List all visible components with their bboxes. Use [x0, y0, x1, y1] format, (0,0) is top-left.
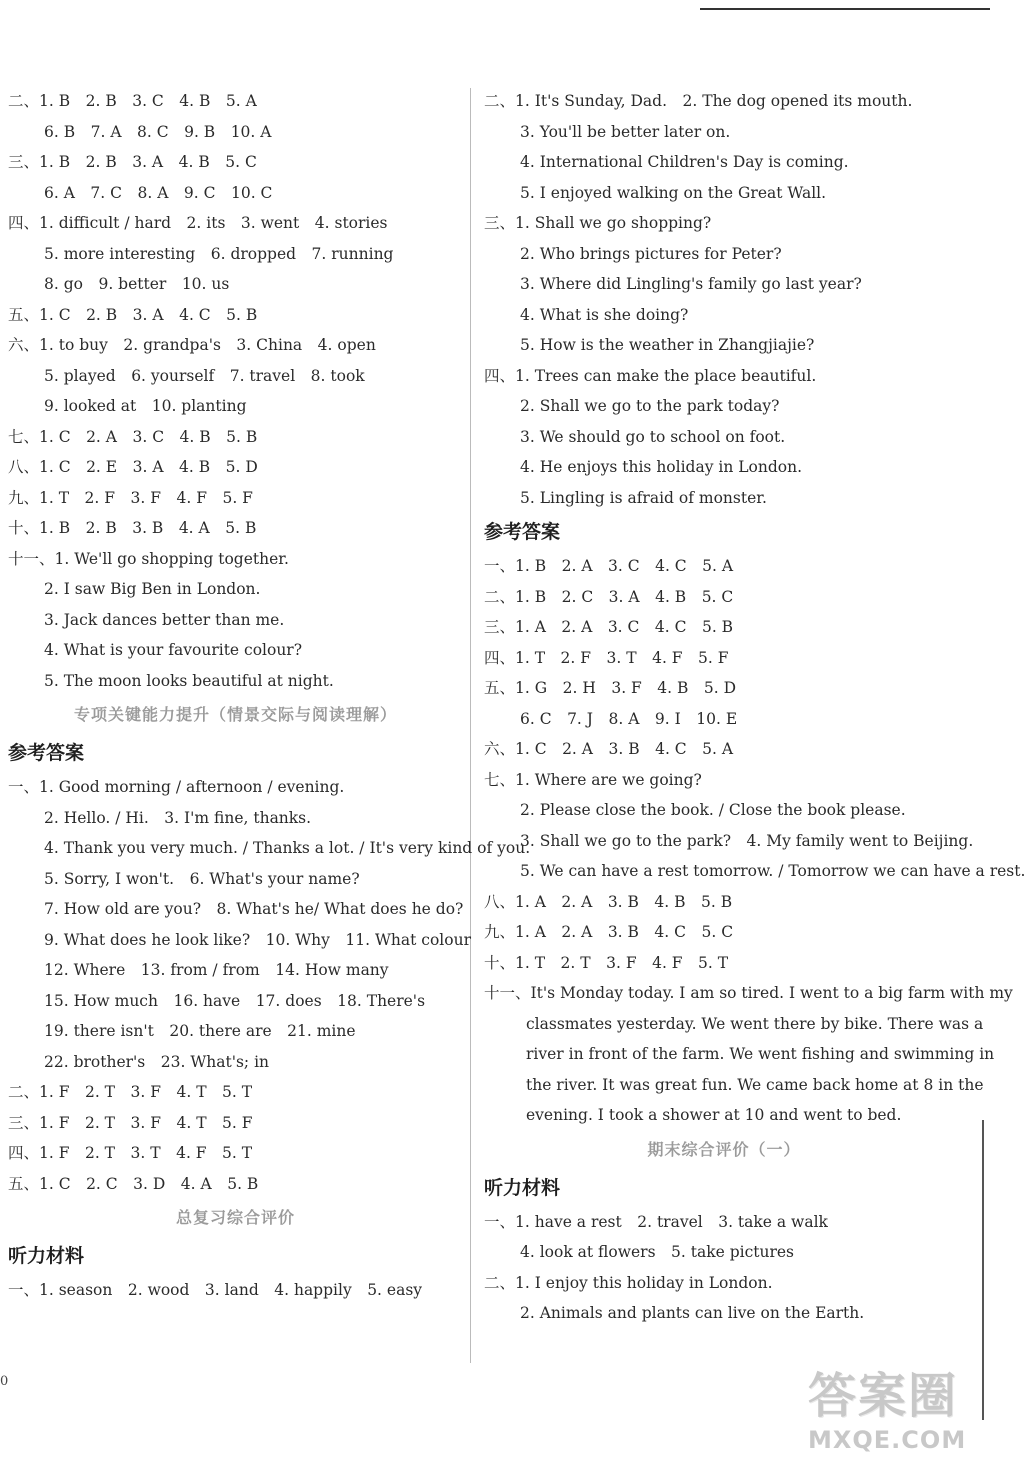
answer-line: 5. We can have a rest tomorrow. / Tomorrow we can have a rest.	[520, 862, 1025, 880]
answer-line: river in front of the farm. We went fishing and swimming in	[526, 1045, 995, 1063]
watermark	[808, 1366, 993, 1466]
answer-line: 4. International Children's Day is coming.	[520, 153, 849, 171]
answer-line: 三、1. Shall we go shopping?	[484, 214, 712, 232]
answer-line: 2. Animals and plants can live on the Earth.	[520, 1304, 865, 1322]
answer-line: 4. look at flowers 5. take pictures	[520, 1243, 795, 1261]
answer-line: 12. Where 13. from / from 14. How many	[44, 961, 389, 979]
answer-line: 二、1. F 2. T 3. F 4. T 5. T	[8, 1083, 253, 1101]
answer-line: 九、1. T 2. F 3. F 4. F 5. F	[8, 488, 253, 507]
answer-line: 一、1. B 2. A 3. C 4. C 5. A	[484, 557, 734, 575]
answer-line: 6. A 7. C 8. A 9. C 10. C	[44, 183, 273, 202]
right-answers-block-a	[484, 86, 964, 513]
answer-line: 七、1. Where are we going?	[484, 770, 702, 789]
answer-line: classmates yesterday. We went there by bike. There was a	[526, 1014, 984, 1033]
answer-line: 2. Hello. / Hi. 3. I'm fine, thanks.	[44, 808, 312, 827]
answer-line: 5. I enjoyed walking on the Great Wall.	[520, 183, 827, 202]
answer-line: 15. How much 16. have 17. does 18. There's	[44, 991, 426, 1010]
answer-line: 一、1. Good morning / afternoon / evening.	[8, 778, 345, 796]
answer-line: 3. Where did Lingling's family go last year?	[520, 275, 862, 293]
answer-line: 二、1. B 2. B 3. C 4. B 5. A	[8, 92, 257, 110]
answer-line: 八、1. A 2. A 3. B 4. B 5. B	[484, 892, 733, 911]
answer-line: 2. Who brings pictures for Peter?	[520, 244, 782, 263]
right-heading-1: 参考答案	[484, 521, 561, 543]
answer-line: 3. We should go to school on foot.	[520, 427, 786, 446]
top-rule	[700, 8, 990, 10]
answer-line: 五、1. G 2. H 3. F 4. B 5. D	[484, 679, 737, 697]
answer-line: 6. B 7. A 8. C 9. B 10. A	[44, 122, 272, 141]
answer-line: 5. Sorry, I won't. 6. What's your name?	[44, 869, 360, 888]
answer-line: 九、1. A 2. A 3. B 4. C 5. C	[484, 923, 734, 941]
answer-line: 三、1. A 2. A 3. C 4. C 5. B	[484, 618, 734, 636]
right-answers-block-b	[484, 551, 1025, 1131]
answer-line: 4. What is she doing?	[520, 305, 689, 324]
answer-line: 2. Shall we go to the park today?	[520, 397, 780, 415]
answer-line: 7. How old are you? 8. What's he/ What does he do?	[44, 900, 464, 918]
answer-line: 6. C 7. J 8. A 9. I 10. E	[520, 709, 738, 728]
answer-line: 8. go 9. better 10. us	[44, 275, 230, 293]
answer-line: 七、1. C 2. A 3. C 4. B 5. B	[8, 427, 258, 446]
answer-line: 3. You'll be better later on.	[520, 122, 731, 141]
answer-line: 19. there isn't 20. there are 21. mine	[44, 1022, 356, 1040]
answer-line: 9. What does he look like? 10. Why 11. What colour	[44, 930, 471, 949]
left-heading-2: 听力材料	[8, 1245, 85, 1267]
left-column	[8, 86, 531, 1306]
answer-line: 六、1. to buy 2. grandpa's 3. China 4. open	[8, 336, 376, 354]
answer-line: 一、1. season 2. wood 3. land 4. happily 5. easy	[8, 1281, 423, 1299]
answer-line: the river. It was great fun. We came back home at 8 in the	[526, 1075, 984, 1094]
right-heading-2: 听力材料	[484, 1176, 561, 1199]
answer-line: 二、1. I enjoy this holiday in London.	[484, 1273, 773, 1292]
left-section-title-2: 总复习综合评价	[175, 1208, 295, 1227]
column-divider	[470, 88, 471, 1363]
answer-line: 十一、It's Monday today. I am so tired. I went to a big farm with my	[484, 984, 1013, 1002]
left-section-title-1: 专项关键能力提升（情景交际与阅读理解）	[73, 705, 397, 724]
answer-line: 一、1. have a rest 2. travel 3. take a walk	[484, 1212, 828, 1231]
left-answers-block-c	[8, 1275, 463, 1306]
answer-line: 四、1. Trees can make the place beautiful.	[484, 366, 817, 385]
answer-line: 八、1. C 2. E 3. A 4. B 5. D	[8, 458, 258, 476]
answer-line: 2. Please close the book. / Close the book please.	[520, 801, 906, 819]
answer-line: 三、1. B 2. B 3. A 4. B 5. C	[8, 153, 257, 171]
answer-line: 四、1. difficult / hard 2. its 3. went 4. stories	[8, 214, 388, 232]
answer-line: 四、1. F 2. T 3. T 4. F 5. T	[8, 1144, 253, 1162]
answer-line: 4. What is your favourite colour?	[44, 641, 303, 659]
watermark-logo-text: 答案圈	[808, 1368, 959, 1424]
right-column	[484, 86, 1025, 1329]
answer-line: 4. Thank you very much. / Thanks a lot. / It's very kind of you.	[44, 839, 531, 857]
answer-line: 5. more interesting 6. dropped 7. running	[44, 244, 394, 263]
answer-line: 五、1. C 2. C 3. D 4. A 5. B	[8, 1174, 259, 1193]
answer-line: 5. The moon looks beautiful at night.	[44, 671, 334, 690]
answer-line: 5. played 6. yourself 7. travel 8. took	[44, 366, 365, 385]
answer-line: 十、1. T 2. T 3. F 4. F 5. T	[484, 953, 729, 972]
page-number: 0	[0, 1374, 9, 1389]
answer-line: 十、1. B 2. B 3. B 4. A 5. B	[8, 519, 257, 537]
answer-line: 二、1. It's Sunday, Dad. 2. The dog opened its mouth.	[484, 92, 913, 110]
answer-line: 3. Shall we go to the park? 4. My family went to Beijing.	[520, 831, 974, 850]
answer-line: 四、1. T 2. F 3. T 4. F 5. F	[484, 648, 729, 667]
answer-line: 22. brother's 23. What's; in	[44, 1052, 270, 1071]
right-answers-block-c	[484, 1207, 964, 1329]
left-heading-1: 参考答案	[8, 742, 85, 764]
answer-line: 5. How is the weather in Zhangjiajie?	[520, 336, 815, 354]
answer-line: 三、1. F 2. T 3. F 4. T 5. F	[8, 1113, 253, 1132]
answer-line: 4. He enjoys this holiday in London.	[520, 458, 803, 476]
watermark-url: MXQE.COM	[808, 1426, 967, 1454]
left-answers-block-a	[8, 86, 463, 696]
answer-line: 2. I saw Big Ben in London.	[44, 580, 261, 598]
right-section-title-1: 期末综合评价（一）	[647, 1139, 801, 1159]
answer-line: 二、1. B 2. C 3. A 4. B 5. C	[484, 587, 734, 606]
answer-line: 3. Jack dances better than me.	[44, 610, 285, 629]
answer-line: 5. Lingling is afraid of monster.	[520, 488, 767, 507]
answer-line: evening. I took a shower at 10 and went to bed.	[526, 1106, 902, 1124]
answer-line: 9. looked at 10. planting	[44, 397, 247, 415]
answer-line: 十一、1. We'll go shopping together.	[8, 549, 289, 568]
answer-line: 五、1. C 2. B 3. A 4. C 5. B	[8, 305, 258, 324]
answer-line: 六、1. C 2. A 3. B 4. C 5. A	[484, 740, 734, 758]
